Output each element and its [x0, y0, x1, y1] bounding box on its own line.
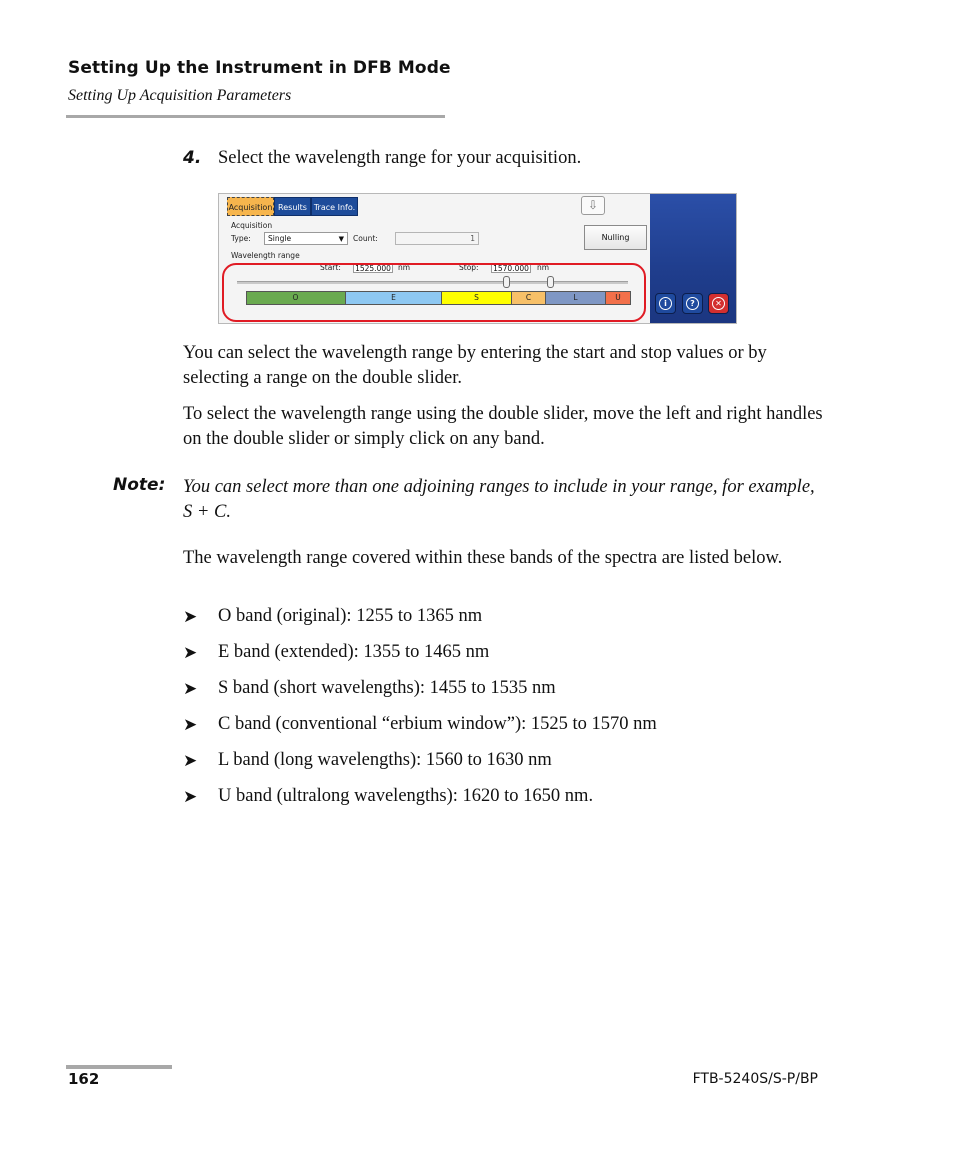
close-icon[interactable]: ✕ — [708, 293, 729, 314]
tab-trace-info[interactable]: Trace Info. — [311, 197, 358, 216]
paragraph-slider-usage: To select the wavelength range using the double slider, move the left and right handles on the double slider or simply click on any band. — [183, 404, 823, 449]
type-value: Single — [268, 234, 292, 243]
bands-intro: The wavelength range covered within these bands of the spectra are listed below. — [183, 548, 783, 568]
acquisition-panel — [219, 194, 650, 324]
side-panel — [650, 194, 736, 324]
slider-track[interactable] — [237, 281, 628, 284]
band-c[interactable]: C — [512, 291, 546, 305]
step-text: Select the wavelength range for your acquisition. — [218, 148, 582, 168]
start-label: Start: — [320, 263, 341, 272]
arrow-bullet-icon: ➤ — [183, 679, 198, 699]
section-subtitle: Setting Up Acquisition Parameters — [68, 87, 292, 104]
arrow-down-icon[interactable]: ⇩ — [581, 196, 605, 215]
page-number: 162 — [68, 1070, 100, 1088]
arrow-bullet-icon: ➤ — [183, 607, 198, 627]
help-icon[interactable]: ? — [682, 293, 703, 314]
header-rule — [66, 115, 445, 118]
count-label: Count: — [353, 234, 378, 243]
arrow-bullet-icon: ➤ — [183, 787, 198, 807]
start-field[interactable]: 1525.000 — [353, 263, 393, 273]
step-number: 4. — [183, 148, 202, 168]
type-select[interactable] — [264, 232, 348, 245]
arrow-bullet-icon: ➤ — [183, 715, 198, 735]
arrow-bullet-icon: ➤ — [183, 751, 198, 771]
arrow-bullet-icon: ➤ — [183, 643, 198, 663]
stop-label: Stop: — [459, 263, 479, 272]
band-u[interactable]: U — [606, 291, 631, 305]
tab-acquisition[interactable]: Acquisition — [227, 197, 274, 216]
wavelength-range-label: Wavelength range — [231, 251, 300, 260]
type-label: Type: — [231, 234, 251, 243]
acquisition-group-label: Acquisition — [231, 221, 273, 230]
nulling-button[interactable]: Nulling — [584, 225, 647, 250]
slider-handle-left[interactable] — [503, 276, 510, 288]
acquisition-screenshot — [218, 193, 737, 324]
band-e[interactable]: E — [346, 291, 442, 305]
chevron-down-icon: ▼ — [338, 235, 344, 243]
band-l[interactable]: L — [546, 291, 606, 305]
stop-unit: nm — [537, 263, 550, 272]
paragraph-slider-intro: You can select the wavelength range by entering the start and stop values or by selecting a range on the double slider. — [183, 343, 767, 388]
document-id: FTB-5240S/S-P/BP — [692, 1071, 818, 1087]
band-o[interactable]: O — [246, 291, 346, 305]
stop-field[interactable]: 1570.000 — [491, 263, 531, 273]
band-s[interactable]: S — [442, 291, 512, 305]
tab-results[interactable]: Results — [274, 197, 311, 216]
footer-rule — [66, 1065, 172, 1069]
start-unit: nm — [398, 263, 411, 272]
count-field[interactable]: 1 — [395, 232, 479, 245]
note-label: Note: — [113, 475, 166, 495]
info-icon[interactable]: i — [655, 293, 676, 314]
slider-handle-right[interactable] — [547, 276, 554, 288]
note-text: You can select more than one adjoining ranges to include in your range, for example, S + C. — [183, 477, 815, 522]
chapter-title: Setting Up the Instrument in DFB Mode — [68, 58, 451, 78]
